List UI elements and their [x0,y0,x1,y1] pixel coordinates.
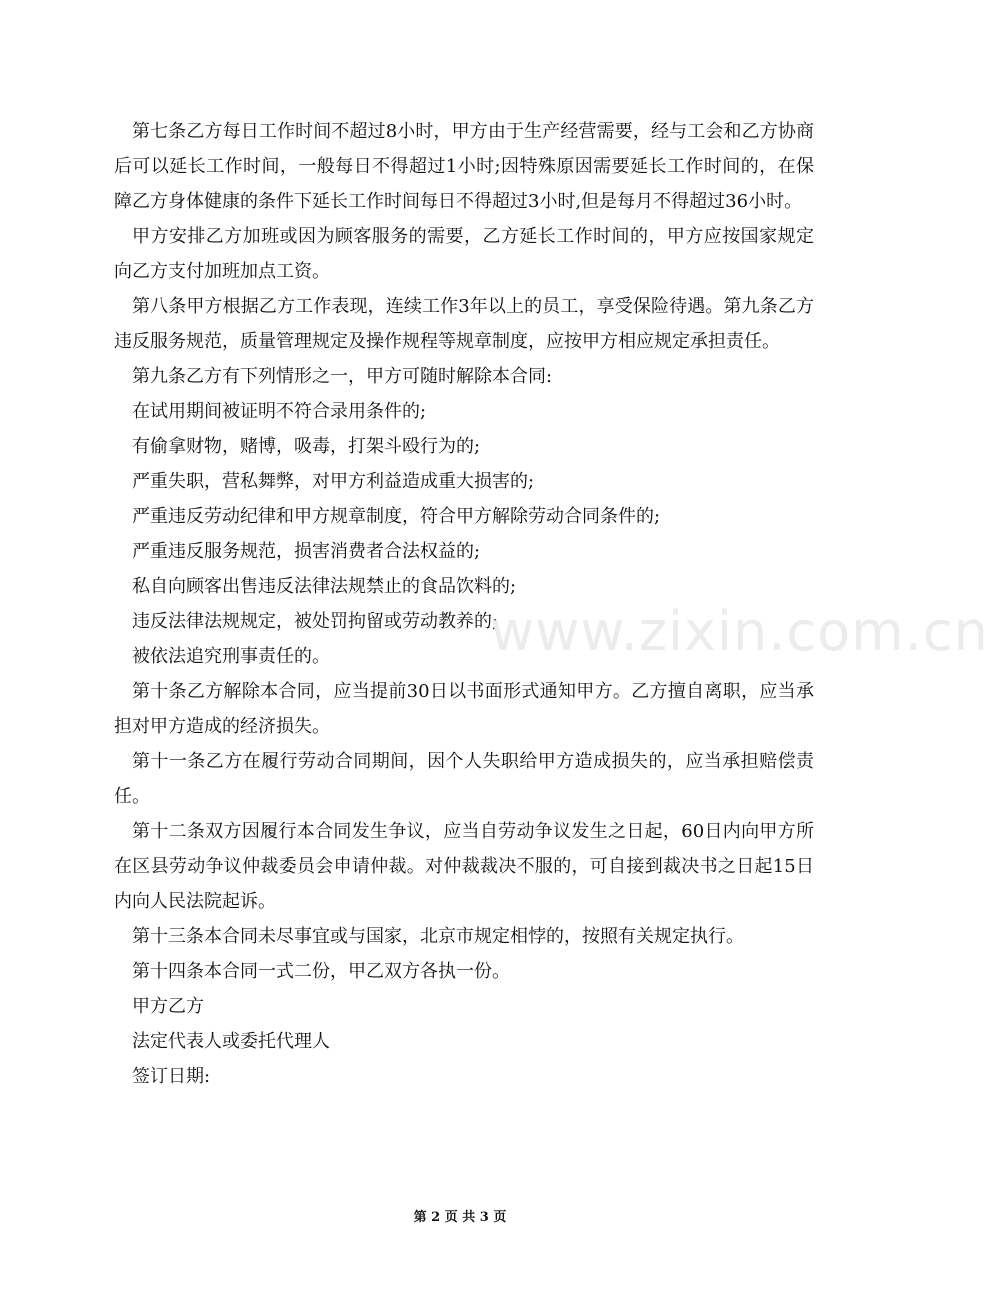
clause-10-resignation: 第十条乙方解除本合同，应当提前30日以书面形式通知甲方。乙方擅自离职，应当承担对甲方造成的经济损失。 [114,681,814,737]
termination-item-theft: 有偷拿财物，赌博，吸毒，打架斗殴行为的; [132,436,481,457]
clause-12-disputes: 第十二条双方因履行本合同发生争议，应当自劳动争议发生之日起，60日内向甲方所在区县劳动争议仲裁委员会申请仲裁。对仲裁裁决不服的，可自接到裁决书之日起15日内向人民法院起诉。 [114,821,814,912]
watermark: www.zixin.com.cn [490,600,989,663]
clause-8-insurance: 第八条甲方根据乙方工作表现，连续工作3年以上的员工，享受保险待遇。第九条乙方违反服务规范，质量管理规定及操作规程等规章制度，应按甲方相应规定承担责任。 [114,296,814,352]
termination-item-illegal-sales: 私自向顾客出售违反法律法规禁止的食品饮料的; [132,576,517,597]
clause-13-other-matters: 第十三条本合同未尽事宜或与国家，北京市规定相悖的，按照有关规定执行。 [132,926,744,947]
clause-11-compensation: 第十一条乙方在履行劳动合同期间，因个人失职给甲方造成损失的，应当承担赔偿责任。 [114,751,814,807]
termination-item-dereliction: 严重失职，营私舞弊，对甲方利益造成重大损害的; [132,471,535,492]
clause-7-working-hours: 第七条乙方每日工作时间不超过8小时，甲方由于生产经营需要，经与工会和乙方协商后可以延长工作时间，一般每日不得超过1小时;因特殊原因需要延长工作时间的，在保障乙方身体健康的条件下延长工作时间每日不得超过3小时,但是每月不得超过36小时。 [114,121,814,212]
page-footer: 第 2 页 共 3 页 [413,1210,507,1225]
signature-parties: 甲方乙方 [132,996,204,1017]
clause-14-copies: 第十四条本合同一式二份，甲乙双方各执一份。 [132,961,510,982]
termination-item-discipline: 严重违反劳动纪律和甲方规章制度，符合甲方解除劳动合同条件的; [132,506,661,527]
signature-representative: 法定代表人或委托代理人 [132,1031,330,1052]
overtime-pay-paragraph: 甲方安排乙方加班或因为顾客服务的需要，乙方延长工作时间的，甲方应按国家规定向乙方支付加班加点工资。 [114,226,814,282]
termination-item-detention: 违反法律法规规定，被处罚拘留或劳动教养的; [132,611,499,632]
termination-item-probation: 在试用期间被证明不符合录用条件的; [132,401,427,422]
termination-item-service: 严重违反服务规范，损害消费者合法权益的; [132,541,481,562]
clause-9-termination-heading: 第九条乙方有下列情形之一，甲方可随时解除本合同: [132,366,553,387]
signature-date: 签订日期: [132,1066,211,1087]
document-body [114,114,814,1094]
termination-item-criminal: 被依法追究刑事责任的。 [132,646,330,667]
